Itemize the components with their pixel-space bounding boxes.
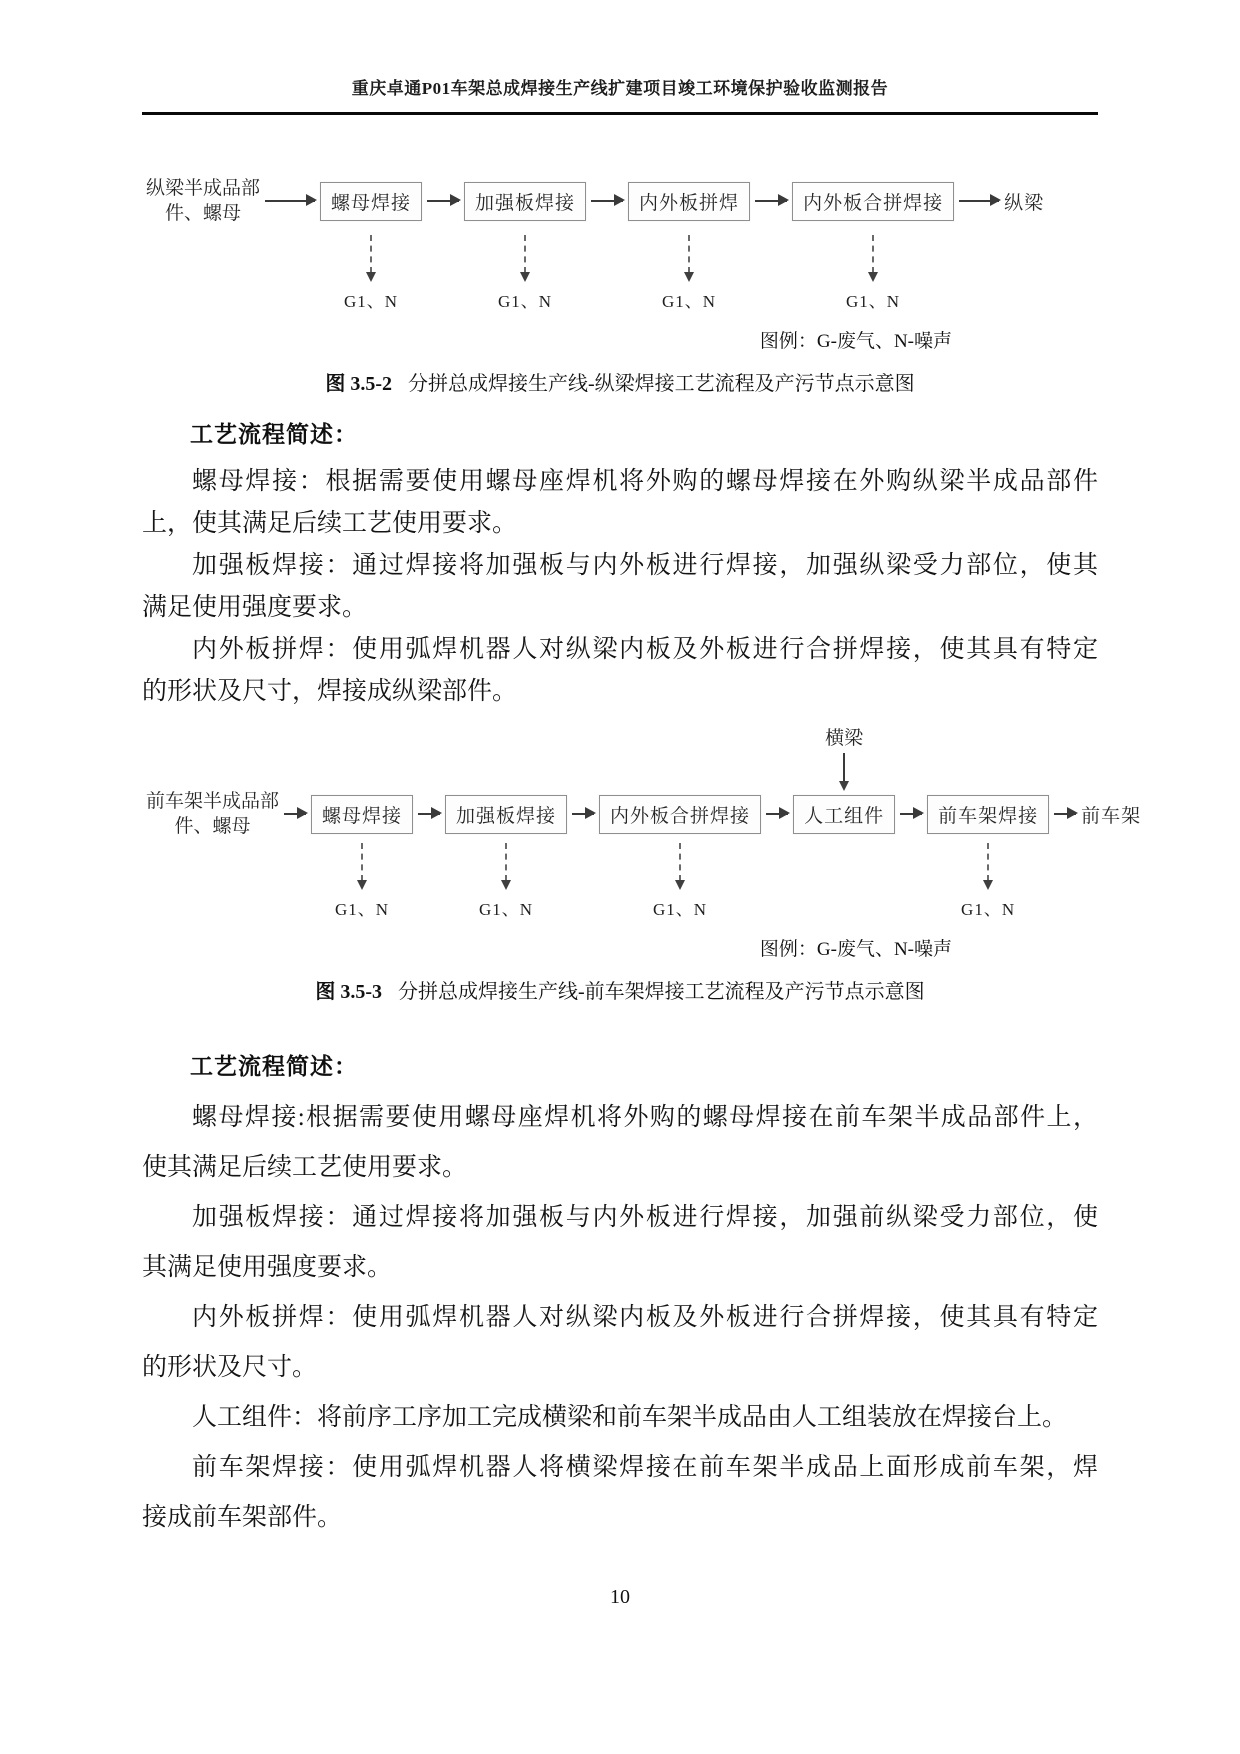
arrow-right-icon <box>900 813 922 815</box>
end-label: 纵梁 <box>1004 192 1045 214</box>
process-summary-heading-1: 工艺流程简述： <box>190 421 358 447</box>
flowchart1-stage-1 <box>320 173 422 312</box>
flowchart-longitudinal-beam <box>142 173 1098 396</box>
arrow-right-icon <box>1054 813 1076 815</box>
arrow-right-icon <box>418 813 440 815</box>
end-label: 前车架 <box>1081 805 1142 827</box>
emission-label: G1、N <box>653 900 708 919</box>
arrow-right-icon <box>591 200 623 202</box>
process-box: 前车架焊接 <box>927 795 1049 834</box>
caption-text: 分拼总成焊接生产线-纵梁焊接工艺流程及产污节点示意图 <box>408 373 915 395</box>
page-number: 10 <box>610 1586 630 1608</box>
arrow-right-icon <box>766 813 788 815</box>
arrow-right-icon <box>755 200 787 202</box>
caption-text: 分拼总成焊接生产线-前车架焊接工艺流程及产污节点示意图 <box>398 981 925 1003</box>
arrow-right-icon <box>572 813 594 815</box>
flowchart2-row <box>142 723 1142 920</box>
dashed-arrow-down-icon <box>524 235 526 273</box>
dashed-arrow-down-icon <box>370 235 372 273</box>
start-label: 纵梁半成品部 件、螺母 <box>146 177 261 224</box>
process-box: 螺母焊接 <box>311 795 413 834</box>
flowchart1-row <box>142 173 1098 312</box>
process-summary-heading-2: 工艺流程简述： <box>190 1053 358 1079</box>
emission-label: G1、N <box>846 292 901 311</box>
emission-label: G1、N <box>479 900 534 919</box>
flowchart2-stage-2 <box>445 723 567 920</box>
arrow-right-icon <box>959 200 999 202</box>
emission-label: G1、N <box>334 900 390 919</box>
dashed-arrow-down-icon <box>361 843 363 881</box>
process-box: 人工组件 <box>793 795 895 834</box>
flowchart1-start-node <box>146 173 260 229</box>
flowchart2-end-node <box>1081 723 1141 837</box>
emission-label: G1、N <box>961 900 1016 919</box>
flowchart2-stage-1 <box>311 723 413 920</box>
report-title: 重庆卓通P01车架总成焊接生产线扩建项目竣工环境保护验收监测报告 <box>351 79 889 98</box>
process-box: 加强板焊接 <box>445 795 567 834</box>
process-box: 内外板拼焊 <box>628 182 750 221</box>
flowchart2-stage-4 <box>793 723 895 837</box>
arrow-down-icon <box>843 753 845 782</box>
arrow-right-icon <box>284 813 306 815</box>
dashed-arrow-down-icon <box>679 843 681 881</box>
flowchart2-stage-3 <box>599 723 761 920</box>
flowchart1-legend: 图例：G-废气、N-噪声 <box>759 331 952 352</box>
flowchart1-caption <box>142 367 1098 396</box>
flowchart2-start-node <box>146 723 279 837</box>
arrow-right-icon <box>265 200 315 202</box>
flowchart1-end-node <box>1004 173 1044 229</box>
process-box: 内外板合拼焊接 <box>599 795 761 834</box>
header-rule <box>142 112 1098 115</box>
process-summary-text-2: 螺母焊接:根据需要使用螺母座焊机将外购的螺母焊接在前车架半成品部件上， 使其满足后续工艺使用要求。 加强板焊接：通过焊接将加强板与内外板进行焊接，加强前纵梁受力部位，使 其满足使用强度要求。 内外板拼焊：使用弧焊机器人对纵梁内板及外板进行合拼焊接，使其具有特定 的形状及尺寸。 人工组件：将前序工序加工完成横梁和前车架半成品由人工组装放在焊接台上。 前车架焊接：使用弧焊机器人将横梁焊接在前车架半成品上面形成前车架，焊 接成前车架部件。 <box>142 1104 1098 1531</box>
arrow-right-icon <box>427 200 459 202</box>
start-label: 前车架半成品部 件、螺母 <box>146 790 280 837</box>
process-box: 内外板合拼焊接 <box>792 182 954 221</box>
dashed-arrow-down-icon <box>872 235 874 273</box>
process-box: 加强板焊接 <box>464 182 586 221</box>
process-box: 螺母焊接 <box>320 182 422 221</box>
emission-label: G1、N <box>498 292 553 311</box>
flowchart-front-frame <box>142 723 1142 1004</box>
page-header <box>142 74 1098 115</box>
process-summary-text-1: 螺母焊接：根据需要使用螺母座焊机将外购的螺母焊接在外购纵梁半成品部件 上，使其满足后续工艺使用要求。 加强板焊接：通过焊接将加强板与内外板进行焊接，加强纵梁受力部位，使其 满足使用强度要求。 内外板拼焊：使用弧焊机器人对纵梁内板及外板进行合拼焊接，使其具有特定 的形状及尺寸，焊接成纵梁部件。 <box>142 468 1098 705</box>
caption-number: 图 3.5-3 <box>315 981 382 1003</box>
flowchart2-caption <box>142 975 1098 1004</box>
dashed-arrow-down-icon <box>987 843 989 881</box>
flowchart2-stage-5 <box>927 723 1049 920</box>
emission-label: G1、N <box>343 292 399 311</box>
crossbeam-input-label: 横梁 <box>825 728 864 749</box>
dashed-arrow-down-icon <box>505 843 507 881</box>
emission-label: G1、N <box>662 292 717 311</box>
flowchart1-stage-3 <box>628 173 750 312</box>
flowchart2-legend: 图例：G-废气、N-噪声 <box>759 939 952 960</box>
caption-number: 图 3.5-2 <box>325 373 392 395</box>
flowchart1-stage-2 <box>464 173 586 312</box>
flowchart1-stage-4 <box>792 173 954 312</box>
dashed-arrow-down-icon <box>688 235 690 273</box>
